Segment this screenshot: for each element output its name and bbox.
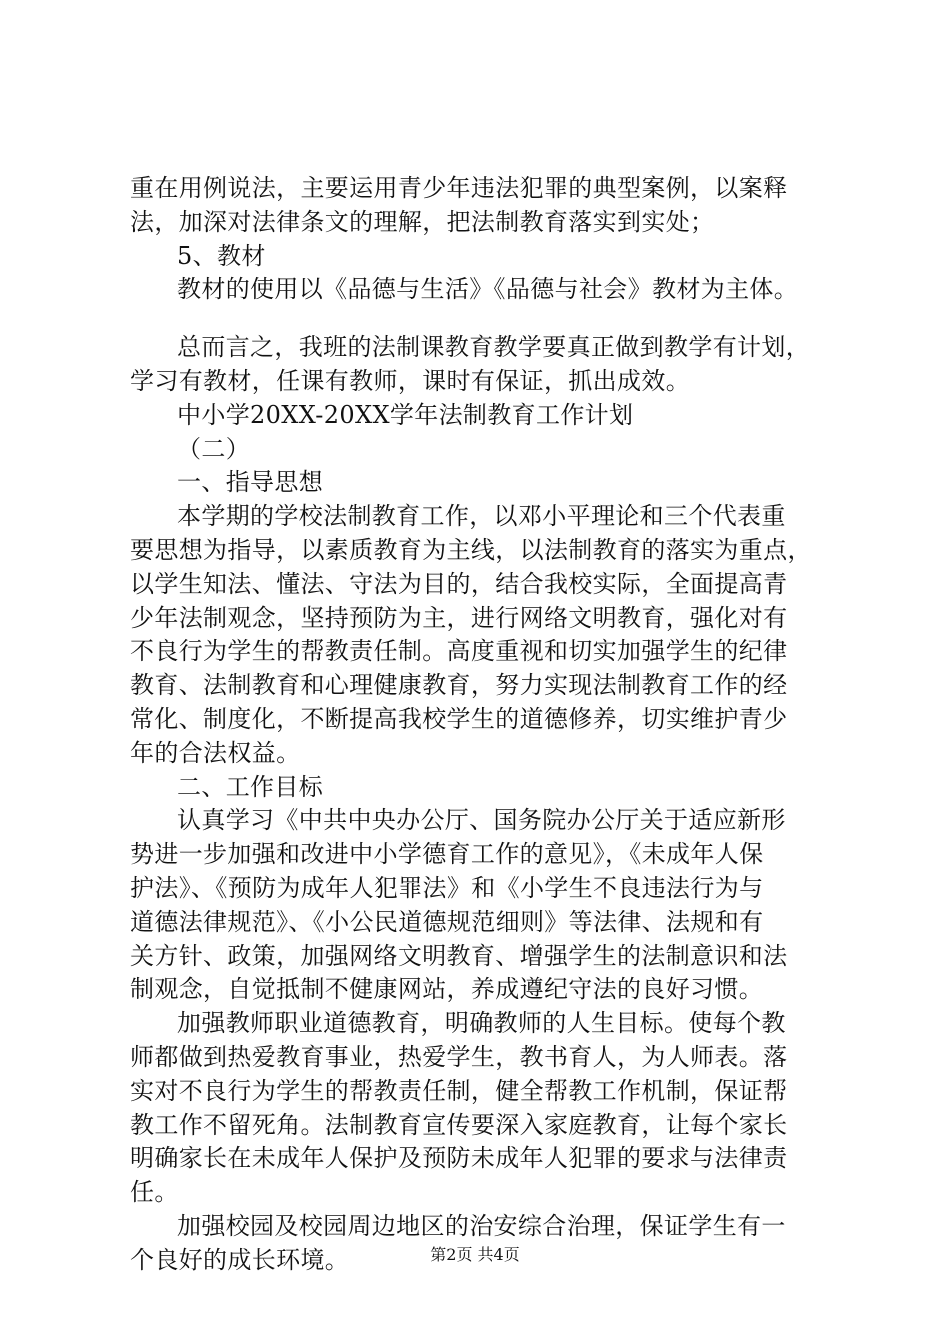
text-line: 明确家长在未成年人保护及预防未成年人犯罪的要求与法律责 bbox=[130, 1144, 788, 1173]
text-line: 制观念，自觉抵制不健康网站，养成遵纪守法的良好习惯。 bbox=[130, 975, 764, 1004]
text-line: （二） bbox=[177, 434, 251, 463]
text-line: 加强校园及校园周边地区的治安综合治理，保证学生有一 bbox=[177, 1211, 786, 1240]
text-line: 本学期的学校法制教育工作，以邓小平理论和三个代表重 bbox=[177, 502, 786, 531]
text-line: 要思想为指导，以素质教育为主线，以法制教育的落实为重点， bbox=[130, 535, 812, 564]
text-line: 任。 bbox=[130, 1178, 179, 1207]
text-line: 常化、制度化，不断提高我校学生的道德修养，切实维护青少 bbox=[130, 704, 788, 733]
text-line: 中小学20XX-20XX学年法制教育工作计划 bbox=[177, 400, 634, 429]
text-line: 实对不良行为学生的帮教责任制，健全帮教工作机制，保证帮 bbox=[130, 1076, 788, 1105]
text-line: 年的合法权益。 bbox=[130, 738, 301, 767]
text-line: 教育、法制教育和心理健康教育，努力实现法制教育工作的经 bbox=[130, 671, 788, 700]
text-line: 师都做到热爱教育事业，热爱学生，教书育人，为人师表。落 bbox=[130, 1042, 788, 1071]
text-line: 总而言之，我班的法制课教育教学要真正做到教学有计划， bbox=[177, 333, 811, 362]
text-line: 教工作不留死角。法制教育宣传要深入家庭教育，让每个家长 bbox=[130, 1110, 788, 1139]
document-body bbox=[130, 172, 845, 1278]
text-line: 5、教材 bbox=[177, 241, 266, 270]
text-line: 一、指导思想 bbox=[177, 468, 324, 497]
text-line: 个良好的成长环境。 bbox=[130, 1245, 350, 1274]
text-line: 少年法制观念，坚持预防为主，进行网络文明教育，强化对有 bbox=[130, 603, 788, 632]
text-line: 教材的使用以《品德与生活》《品德与社会》教材为主体。 bbox=[177, 275, 799, 304]
page-footer: 第2页 共4页 bbox=[430, 1245, 520, 1264]
text-line: 二、工作目标 bbox=[177, 772, 324, 801]
text-line: 以学生知法、懂法、守法为目的，结合我校实际，全面提高青 bbox=[130, 569, 788, 598]
text-line: 认真学习《中共中央办公厅、国务院办公厅关于适应新形 bbox=[177, 806, 786, 835]
paragraph-gap bbox=[130, 307, 845, 331]
text-line: 重在用例说法，主要运用青少年违法犯罪的典型案例，以案释 bbox=[130, 174, 788, 202]
text-line: 法，加深对法律条文的理解，把法制教育落实到实处； bbox=[130, 207, 715, 236]
text-line: 护法》、《预防为成年人犯罪法》和《小学生不良违法行为与 bbox=[130, 873, 764, 902]
text-line: 加强教师职业道德教育，明确教师的人生目标。使每个教 bbox=[177, 1009, 786, 1038]
text-line: 道德法律规范》、《小公民道德规范细则》等法律、法规和有 bbox=[130, 907, 764, 936]
text-line: 关方针、政策，加强网络文明教育、增强学生的法制意识和法 bbox=[130, 941, 788, 970]
text-line: 学习有教材，任课有教师，课时有保证，抓出成效。 bbox=[130, 366, 691, 395]
text-line: 势进一步加强和改进中小学德育工作的意见》，《未成年人保 bbox=[130, 840, 764, 869]
text-line: 不良行为学生的帮教责任制。高度重视和切实加强学生的纪律 bbox=[130, 637, 788, 666]
